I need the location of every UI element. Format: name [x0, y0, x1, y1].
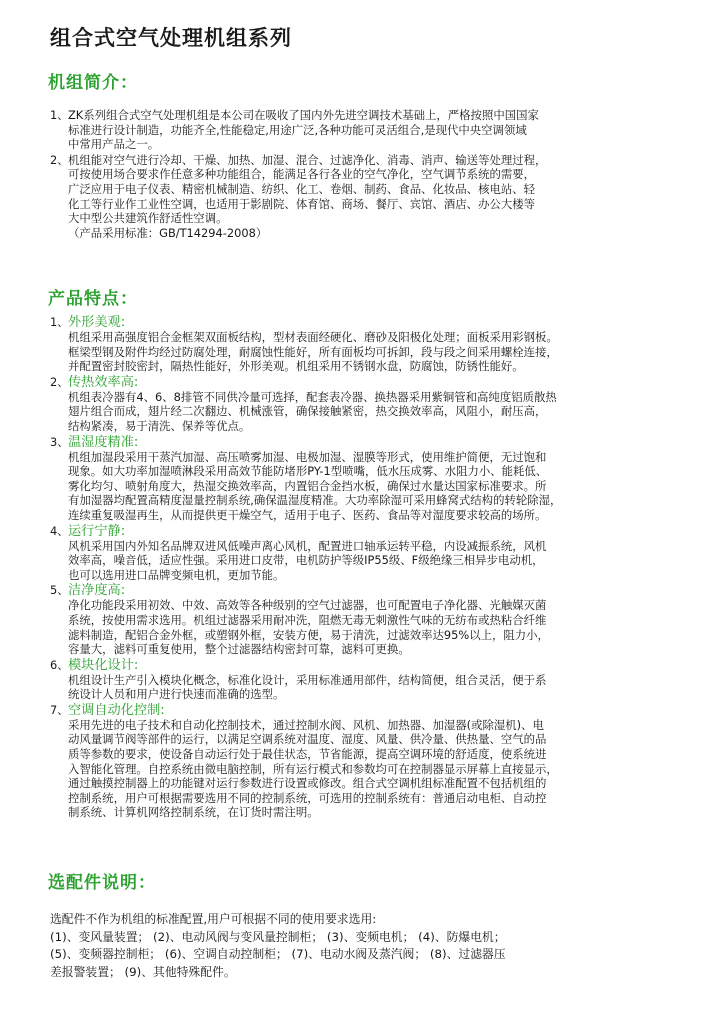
feature-title: 空调自动化控制:: [68, 702, 165, 718]
intro-section: [50, 108, 670, 240]
feature-title: 温湿度精准:: [68, 434, 139, 450]
feature-text: 机组加湿段采用干蒸汽加湿、高压喷雾加湿、电极加湿、湿膜等形式，使用维护简便，无过饱和 现象。如大功率加湿喷淋段采用高效节能防堵形PY-1型喷嘴，低水压成雾、水阻力小、能耗低、 雾化均匀、喷射角度大，热湿交换效率高，内置铝合金挡水板，确保过水量达国家标准要求。所 有加湿器均配置高精度湿量控制系统,确保温湿度精准。大功率除湿可采用蜂窝式结构的转轮除湿， 连续重复吸湿再生，从而提供更干燥空气，适用于电子、医药、食品等对湿度要求较高的场所。: [68, 449, 562, 522]
feature-text: 机组设计生产引入模块化概念，标准化设计，采用标准通用部件，结构简便，组合灵活，便于系 统设计人员和用户进行快速而准确的选型。: [68, 672, 547, 702]
feature-item: [50, 435, 670, 523]
feature-text: 净化功能段采用初效、中效、高效等各种级别的空气过滤器，也可配置电子净化器、光触媒灭菌 系统，按使用需求选用。机组过滤器采用耐冲洗，阻燃无毒无刺激性气味的无纺布或热粘合纤维 滤料制造，配铝合金外框，或塑钢外框，安装方便，易于清洗，过滤效率达95%以上，阻力小， 容量大，滤料可重复使用，整个过滤器结构密封可靠，滤料可更换。: [68, 598, 549, 657]
feature-title: 洁净度高:: [68, 583, 126, 599]
item-number: 1、: [50, 315, 69, 329]
features-section: [50, 315, 670, 821]
page-title: 组合式空气处理机组系列: [50, 26, 292, 50]
item-number: 1、: [50, 108, 69, 122]
feature-item: [50, 524, 670, 583]
feature-text: 风机采用国内外知名品牌双进风低噪声离心风机，配置进口轴承运转平稳，内设减振系统，风机 效率高，噪音低，适应性强。采用进口皮带，电机防护等级IP55级、F级绝缘三相异步电动机， 也可以选用进口品牌变频电机，更加节能。: [68, 538, 547, 582]
feature-item: [50, 375, 670, 434]
item-number: 2、: [50, 152, 69, 167]
options-section: [50, 911, 670, 981]
feature-title: 外形美观:: [68, 315, 126, 330]
item-number: 3、: [50, 434, 69, 449]
feature-text: 机组采用高强度铝合金框架双面板结构，型材表面经硬化、磨砂及阳极化处理；面板采用彩钢板。 框梁型钢及附件均经过防腐处理，耐腐蚀性能好，所有面板均可拆卸，段与段之间采用螺栓连接， 并配置密封胶密封，隔热性能好，外形美观。机组采用不锈钢水盘，防腐蚀，防锈性能好。: [68, 330, 558, 374]
item-number: 7、: [50, 702, 69, 717]
feature-text: 采用先进的电子技术和自动化控制技术，通过控制水阀、风机、加热器、加湿器(或除湿机)、电 动风量调节阀等部件的运行，以满足空调系统对温度、湿度、风量、供冷量、供热量、空气的品 质等参数的要求，使设备自动运行处于最佳状态，节省能源，提高空调环境的舒适度，使系统进 入智能化管理。自控系统由微电脑控制，所有运行模式和参数均可在控制器显示屏幕上直接显示， 通过触摸控制器上的功能键对运行参数进行设置或修改。组合式空调机组标准配置不包括机组的 控制系统，用户可根据需要选用不同的控制系统，可选用的控制系统有：普通启动电柜、自动控 制系统、计算机网络控制系统，在订货时需注明。: [68, 717, 558, 820]
feature-title: 传热效率高:: [68, 374, 139, 390]
feature-item: [50, 703, 670, 820]
item-number: 5、: [50, 583, 69, 598]
item-number: 6、: [50, 657, 69, 672]
item-number: 2、: [50, 374, 69, 389]
options-text: 选配件不作为机组的标准配置,用户可根据不同的使用要求选用: (1)、变风量装置； (2)、电动风阀与变风量控制柜； (3)、变频电机； (4)、防爆电机； (5)、变频器控制柜； (6)、空调自动控制柜； (7)、电动水阀及蒸汽阀； (8)、过滤器压 差报警装置； (9)、其他特殊配件。: [50, 912, 506, 979]
feature-item: [50, 315, 670, 374]
intro-text: ZK系列组合式空气处理机组是本公司在吸收了国内外先进空调技术基础上，严格按照中国国家 标准进行设计制造，功能齐全,性能稳定,用途广泛,各种功能可灵活组合,是现代中央空调领域 中常用产品之一。: [68, 108, 539, 152]
intro-item: [50, 108, 670, 152]
features-heading: 产品特点：: [48, 289, 138, 309]
intro-item: [50, 153, 670, 241]
intro-heading: 机组简介：: [48, 73, 138, 93]
options-heading: 选配件说明：: [48, 873, 156, 893]
intro-text: 机组能对空气进行冷却、干燥、加热、加湿、混合、过滤净化、消毒、消声、输送等处理过程， 可按使用场合要求作任意多种功能组合，能满足各行各业的空气净化，空气调节系统的需要， 广泛应用于电子仪表、精密机械制造、纺织、化工、卷烟、制药、食品、化妆品、核电站、轻 化工等行业作工业性空调，也适用于影剧院、体育馆、商场、餐厅、宾馆、酒店、办公大楼等 大中型公共建筑作舒适性空调。 （产品采用标准：GB/T14294-2008）: [68, 152, 547, 240]
feature-item: [50, 583, 670, 656]
feature-item: [50, 658, 670, 702]
feature-text: 机组表冷器有4、6、8排管不同供冷量可选择，配套表冷器、换热器采用紫铜管和高纯度铝质散热 翅片组合而成，翅片经二次翻边、机械涨管，确保接触紧密，热交换效率高，风阻小，耐压高， 结构紧凑，易于清洗、保养等优点。: [68, 389, 557, 433]
feature-title: 运行宁静:: [68, 523, 126, 539]
item-number: 4、: [50, 523, 69, 538]
feature-title: 模块化设计:: [68, 657, 139, 673]
